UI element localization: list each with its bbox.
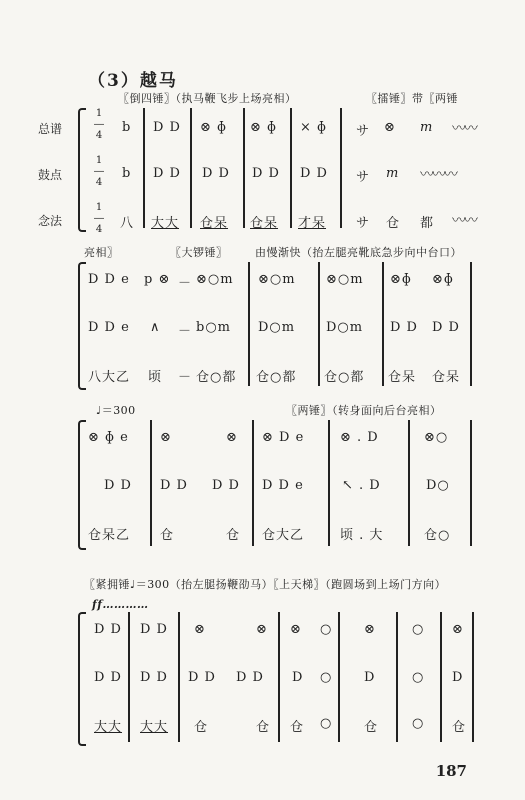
s2-r2-n0: D D e	[88, 320, 130, 335]
barline	[318, 262, 320, 386]
page-number: 187	[435, 762, 467, 780]
time-sig-row1: 1 ― 4	[94, 108, 105, 141]
s1-r3-n7: 都	[420, 216, 435, 231]
s2-r2-n2: －	[178, 324, 193, 339]
s2-r2-n7: D D	[432, 320, 460, 335]
s1-r1-wave: 〰〰	[452, 121, 476, 137]
caption-system4: 〖紧拥锤♩＝300（抬左腿扬鞭劭马）〖上天梯〗（跑圆场到上场门方向）	[84, 578, 447, 591]
s2-r1-n3: ⊗○m	[196, 272, 234, 287]
s1-r3-n3: 仓呆	[250, 216, 279, 231]
barline	[382, 262, 384, 386]
s3-r2-n4: ↖ . D	[342, 478, 381, 493]
s1-r1-n3: ⊗ ɸ	[250, 120, 278, 135]
s1-r2-wave: 〰〰〰	[420, 167, 456, 183]
s3-r2-n5: D○	[426, 478, 450, 493]
barline	[248, 262, 250, 386]
barline	[252, 420, 254, 546]
s1-r3-n0: 八	[120, 216, 135, 231]
s1-r3-n1: 大大	[151, 216, 180, 231]
s3-r3-n0: 仓呆乙	[88, 528, 131, 543]
barline	[150, 420, 152, 546]
s2-r3-n4: 仓○都	[256, 370, 297, 385]
s2-r2-n4: D○m	[258, 320, 296, 335]
s1-r1-n1: D D	[153, 120, 181, 135]
s4-r3-n1: 大大	[140, 720, 169, 735]
s2-r1-n1: p ⊗	[144, 272, 171, 287]
s4-r2-n6: D	[364, 670, 376, 685]
s2-r2-n1: ∧	[150, 320, 161, 335]
s1-r2-n6: m	[386, 166, 400, 181]
barline	[472, 612, 474, 742]
s2-r1-n6: ⊗ɸ	[390, 272, 412, 287]
s2-r3-n1: 顷	[148, 370, 163, 385]
s1-r1-n0: b	[122, 120, 132, 135]
s4-r2-n8: D	[452, 670, 464, 685]
s4-r3-n7: ○	[412, 716, 425, 731]
s3-r2-n1: D D	[160, 478, 188, 493]
barline	[408, 420, 410, 546]
s2-r1-n2: －	[178, 276, 193, 291]
barline	[143, 108, 145, 228]
s2-r3-n5: 仓○都	[324, 370, 365, 385]
s3-r2-n3: D D e	[262, 478, 304, 493]
s4-r1-n4: ⊗	[290, 622, 302, 637]
s4-r2-n2: D D	[188, 670, 216, 685]
section-title: （3）越马	[88, 71, 178, 91]
s3-r1-n1: ⊗	[160, 430, 172, 445]
s2-r1-n0: D D e	[88, 272, 130, 287]
s4-r2-n4: D	[292, 670, 304, 685]
time-sig-row2: 1 ― 4	[94, 155, 105, 188]
s1-r2-n5: サ	[356, 170, 371, 185]
barline	[340, 108, 342, 228]
s1-r1-n6: ⊗	[384, 120, 396, 135]
s1-r3-wave: 〰〰	[452, 213, 476, 229]
s1-r1-n7: m	[420, 120, 434, 135]
s1-r3-n6: 仓	[386, 216, 401, 231]
s4-r3-n3: 仓	[256, 720, 271, 735]
barline	[396, 612, 398, 742]
s4-r3-n5: ○	[320, 716, 333, 731]
caption-system2-left: 亮相〗	[84, 246, 119, 259]
s1-r2-n3: D D	[252, 166, 280, 181]
barline	[243, 108, 245, 228]
barline	[178, 612, 180, 742]
s4-r1-n3: ⊗	[256, 622, 268, 637]
barline	[328, 420, 330, 546]
s2-r2-n5: D○m	[326, 320, 364, 335]
s1-r3-n2: 仓呆	[200, 216, 229, 231]
s4-r2-n7: ○	[412, 670, 425, 685]
caption-system3-tempo: ♩＝300	[96, 404, 136, 417]
s4-r2-n5: ○	[320, 670, 333, 685]
caption-system3-right: 〖两锤〗（转身面向后台亮相）	[286, 404, 442, 417]
barline	[278, 612, 280, 742]
s1-r1-n2: ⊗ ɸ	[200, 120, 228, 135]
system4-brace	[78, 612, 86, 746]
s2-r3-n6: 仓呆	[388, 370, 417, 385]
time-sig-row3: 1 ― 4	[94, 202, 105, 235]
row-label-recite: 念法	[38, 214, 63, 228]
s2-r3-n7: 仓呆	[432, 370, 461, 385]
barline	[128, 612, 130, 742]
s2-r1-n4: ⊗○m	[258, 272, 296, 287]
s4-r2-n0: D D	[94, 670, 122, 685]
s2-r1-n7: ⊗ɸ	[432, 272, 454, 287]
row-label-drum: 鼓点	[38, 168, 63, 182]
caption-system1-left: 〖倒四锤〗（执马鞭飞步上场亮相）	[118, 92, 297, 105]
caption-system1-right: 〖擂锤〗带〖两锤	[366, 92, 458, 105]
s2-r3-n2: －	[178, 370, 193, 385]
s1-r1-n4: × ɸ	[300, 120, 328, 135]
system1-brace	[78, 108, 86, 232]
s4-r3-n4: 仓	[290, 720, 305, 735]
barline	[440, 612, 442, 742]
s3-r2-n0: D D	[104, 478, 132, 493]
s1-r2-n1: D D	[153, 166, 181, 181]
s3-r3-n4: 顷 . 大	[340, 528, 384, 543]
row-label-score: 总谱	[38, 122, 63, 136]
s3-r1-n3: ⊗ D e	[262, 430, 305, 445]
s3-r1-n4: ⊗ . D	[340, 430, 379, 445]
s1-r3-n4: 才呆	[298, 216, 327, 231]
s2-r3-n3: 仓○都	[196, 370, 237, 385]
s3-r3-n5: 仓○	[424, 528, 451, 543]
s4-r2-n3: D D	[236, 670, 264, 685]
s4-r2-n1: D D	[140, 670, 168, 685]
s4-r1-n2: ⊗	[194, 622, 206, 637]
s3-r3-n2: 仓	[226, 528, 241, 543]
s4-r1-n7: ○	[412, 622, 425, 637]
s4-r1-n1: D D	[140, 622, 168, 637]
s3-r3-n3: 仓大乙	[262, 528, 305, 543]
s4-r3-n2: 仓	[194, 720, 209, 735]
s2-r2-n6: D D	[390, 320, 418, 335]
dynamic-marking: ff…………	[92, 598, 149, 611]
s3-r1-n5: ⊗○	[424, 430, 449, 445]
s4-r1-n5: ○	[320, 622, 333, 637]
s1-r3-n5: サ	[356, 216, 371, 231]
s1-r1-n5: サ	[356, 124, 371, 139]
barline	[338, 612, 340, 742]
s3-r1-n0: ⊗ ɸ e	[88, 430, 129, 445]
s4-r1-n6: ⊗	[364, 622, 376, 637]
s4-r3-n0: 大大	[94, 720, 123, 735]
barline	[470, 262, 472, 386]
s4-r1-n8: ⊗	[452, 622, 464, 637]
s1-r2-n4: D D	[300, 166, 328, 181]
s4-r1-n0: D D	[94, 622, 122, 637]
barline	[290, 108, 292, 228]
system3-brace	[78, 420, 86, 550]
s2-r2-n3: b○m	[196, 320, 231, 335]
caption-system2-right: 由慢渐快（抬左腿亮靴底急步向中台口）	[255, 246, 462, 259]
s3-r1-n2: ⊗	[226, 430, 238, 445]
s3-r3-n1: 仓	[160, 528, 175, 543]
caption-system2-mid: 〖大锣锤〗	[170, 246, 228, 259]
s1-r2-n2: D D	[202, 166, 230, 181]
s2-r1-n5: ⊗○m	[326, 272, 364, 287]
barline	[190, 108, 192, 228]
s2-r3-n0: 八大乙	[88, 370, 131, 385]
s1-r2-n0: b	[122, 166, 132, 181]
s4-r3-n8: 仓	[452, 720, 467, 735]
s3-r2-n2: D D	[212, 478, 240, 493]
s4-r3-n6: 仓	[364, 720, 379, 735]
barline	[470, 420, 472, 546]
system2-brace	[78, 262, 86, 390]
